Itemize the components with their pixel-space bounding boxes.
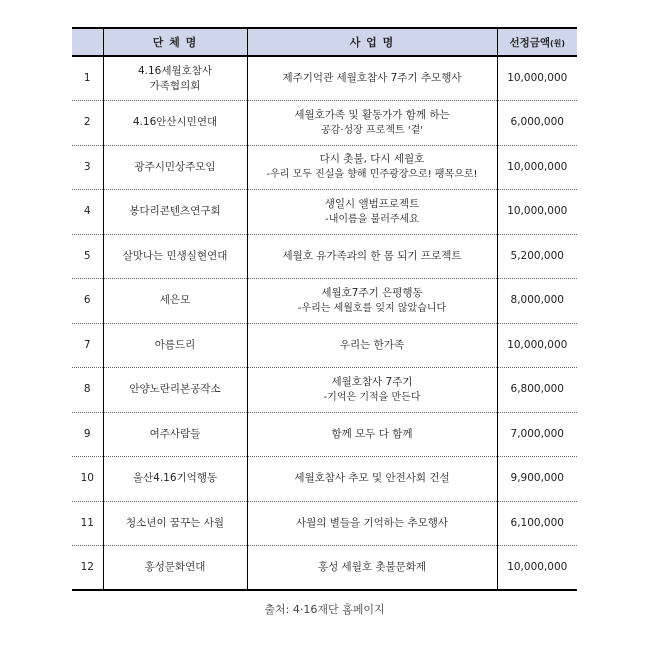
table-row bbox=[72, 323, 577, 368]
table-row bbox=[72, 368, 577, 413]
project-title: 우리는 한가족 bbox=[339, 338, 405, 351]
row-number: 7 bbox=[72, 323, 103, 368]
organization-name: 세은모 bbox=[103, 279, 247, 324]
project-name bbox=[247, 412, 497, 457]
project-title: 생일시 앨범프로젝트 bbox=[324, 197, 420, 210]
project-name bbox=[247, 546, 497, 591]
project-name bbox=[247, 56, 497, 101]
selected-amount: 10,000,000 bbox=[497, 190, 577, 235]
header-amount bbox=[497, 28, 577, 56]
selected-amount: 9,900,000 bbox=[497, 457, 577, 502]
table-row bbox=[72, 279, 577, 324]
table-row bbox=[72, 234, 577, 279]
project-name bbox=[247, 145, 497, 190]
project-title: 세월호참사 추모 및 안전사회 건설 bbox=[294, 472, 450, 485]
organization-name: 광주시민상주모임 bbox=[103, 145, 247, 190]
organization-name: 여주사람들 bbox=[103, 412, 247, 457]
selected-amount: 8,000,000 bbox=[497, 279, 577, 324]
organization-name: 4.16세월호참사 가족협의회 bbox=[103, 56, 247, 101]
row-number: 10 bbox=[72, 457, 103, 502]
organization-name: 살맛나는 민생실현연대 bbox=[103, 234, 247, 279]
project-name bbox=[247, 234, 497, 279]
row-number: 5 bbox=[72, 234, 103, 279]
project-name bbox=[247, 457, 497, 502]
selected-amount: 7,000,000 bbox=[497, 412, 577, 457]
table-row bbox=[72, 501, 577, 546]
project-name bbox=[247, 501, 497, 546]
organization-name: 안양노란리본공작소 bbox=[103, 368, 247, 413]
organization-name: 봉다리콘텐츠연구회 bbox=[103, 190, 247, 235]
row-number: 3 bbox=[72, 145, 103, 190]
organization-name: 청소년이 꿈꾸는 사월 bbox=[103, 501, 247, 546]
project-title: 세월호 유가족과의 한 몸 되기 프로젝트 bbox=[282, 249, 462, 262]
header-amount-label: 선정금액 bbox=[509, 36, 551, 49]
table-row bbox=[72, 190, 577, 235]
organization-name: 아름드리 bbox=[103, 323, 247, 368]
project-name bbox=[247, 279, 497, 324]
project-title: 세월호7주기 은평행동 bbox=[321, 286, 423, 299]
project-name bbox=[247, 190, 497, 235]
table-row bbox=[72, 145, 577, 190]
selected-amount: 6,000,000 bbox=[497, 101, 577, 146]
row-number: 12 bbox=[72, 546, 103, 591]
header-project: 사 업 명 bbox=[247, 28, 497, 56]
table-row bbox=[72, 101, 577, 146]
row-number: 2 bbox=[72, 101, 103, 146]
table-row bbox=[72, 412, 577, 457]
row-number: 1 bbox=[72, 56, 103, 101]
selection-table bbox=[72, 27, 577, 591]
project-subtitle: -내이름을 불러주세요 bbox=[325, 213, 419, 225]
project-title: 세월호참사 7주기 bbox=[331, 375, 413, 388]
row-number: 8 bbox=[72, 368, 103, 413]
project-name bbox=[247, 323, 497, 368]
row-number: 4 bbox=[72, 190, 103, 235]
row-number: 11 bbox=[72, 501, 103, 546]
project-subtitle: 공감·성장 프로젝트 '곁' bbox=[321, 124, 423, 136]
project-name bbox=[247, 101, 497, 146]
organization-name: 4.16안산시민연대 bbox=[103, 101, 247, 146]
project-title: 제주기억관 세월호참사 7주기 추모행사 bbox=[282, 72, 462, 84]
organization-name: 울산4.16기억행동 bbox=[103, 457, 247, 502]
header-number bbox=[72, 28, 103, 56]
table-row bbox=[72, 457, 577, 502]
table-row bbox=[72, 546, 577, 591]
project-title: 다시 촛불, 다시 세월호 bbox=[319, 153, 425, 166]
selected-amount: 10,000,000 bbox=[497, 145, 577, 190]
source-caption: 출처: 4·16재단 홈페이지 bbox=[264, 603, 385, 616]
table-body bbox=[72, 56, 577, 590]
project-subtitle: -우리 모두 진실을 향해 민주광장으로! 팽목으로! bbox=[266, 169, 478, 181]
organization-name: 홍성문화연대 bbox=[103, 546, 247, 591]
table-header-row bbox=[72, 28, 577, 56]
selection-table-container bbox=[72, 27, 577, 591]
row-number: 6 bbox=[72, 279, 103, 324]
project-subtitle: -기억은 기적을 만든다 bbox=[323, 391, 421, 403]
header-organization: 단 체 명 bbox=[103, 28, 247, 56]
selected-amount: 6,100,000 bbox=[497, 501, 577, 546]
selected-amount: 6,800,000 bbox=[497, 368, 577, 413]
selected-amount: 5,200,000 bbox=[497, 234, 577, 279]
table-row bbox=[72, 56, 577, 101]
selected-amount: 10,000,000 bbox=[497, 546, 577, 591]
header-amount-unit: (원) bbox=[550, 38, 566, 48]
project-title: 세월호가족 및 활동가가 함께 하는 bbox=[294, 108, 450, 121]
row-number: 9 bbox=[72, 412, 103, 457]
project-title: 함께 모두 다 함께 bbox=[331, 427, 413, 440]
project-title: 사월의 별들을 기억하는 추모행사 bbox=[295, 516, 448, 529]
project-subtitle: -우리는 세월호를 잊지 않았습니다 bbox=[297, 302, 447, 314]
project-name bbox=[247, 368, 497, 413]
selected-amount: 10,000,000 bbox=[497, 56, 577, 101]
project-title: 홍성 세월호 촛불문화제 bbox=[317, 561, 427, 573]
selected-amount: 10,000,000 bbox=[497, 323, 577, 368]
